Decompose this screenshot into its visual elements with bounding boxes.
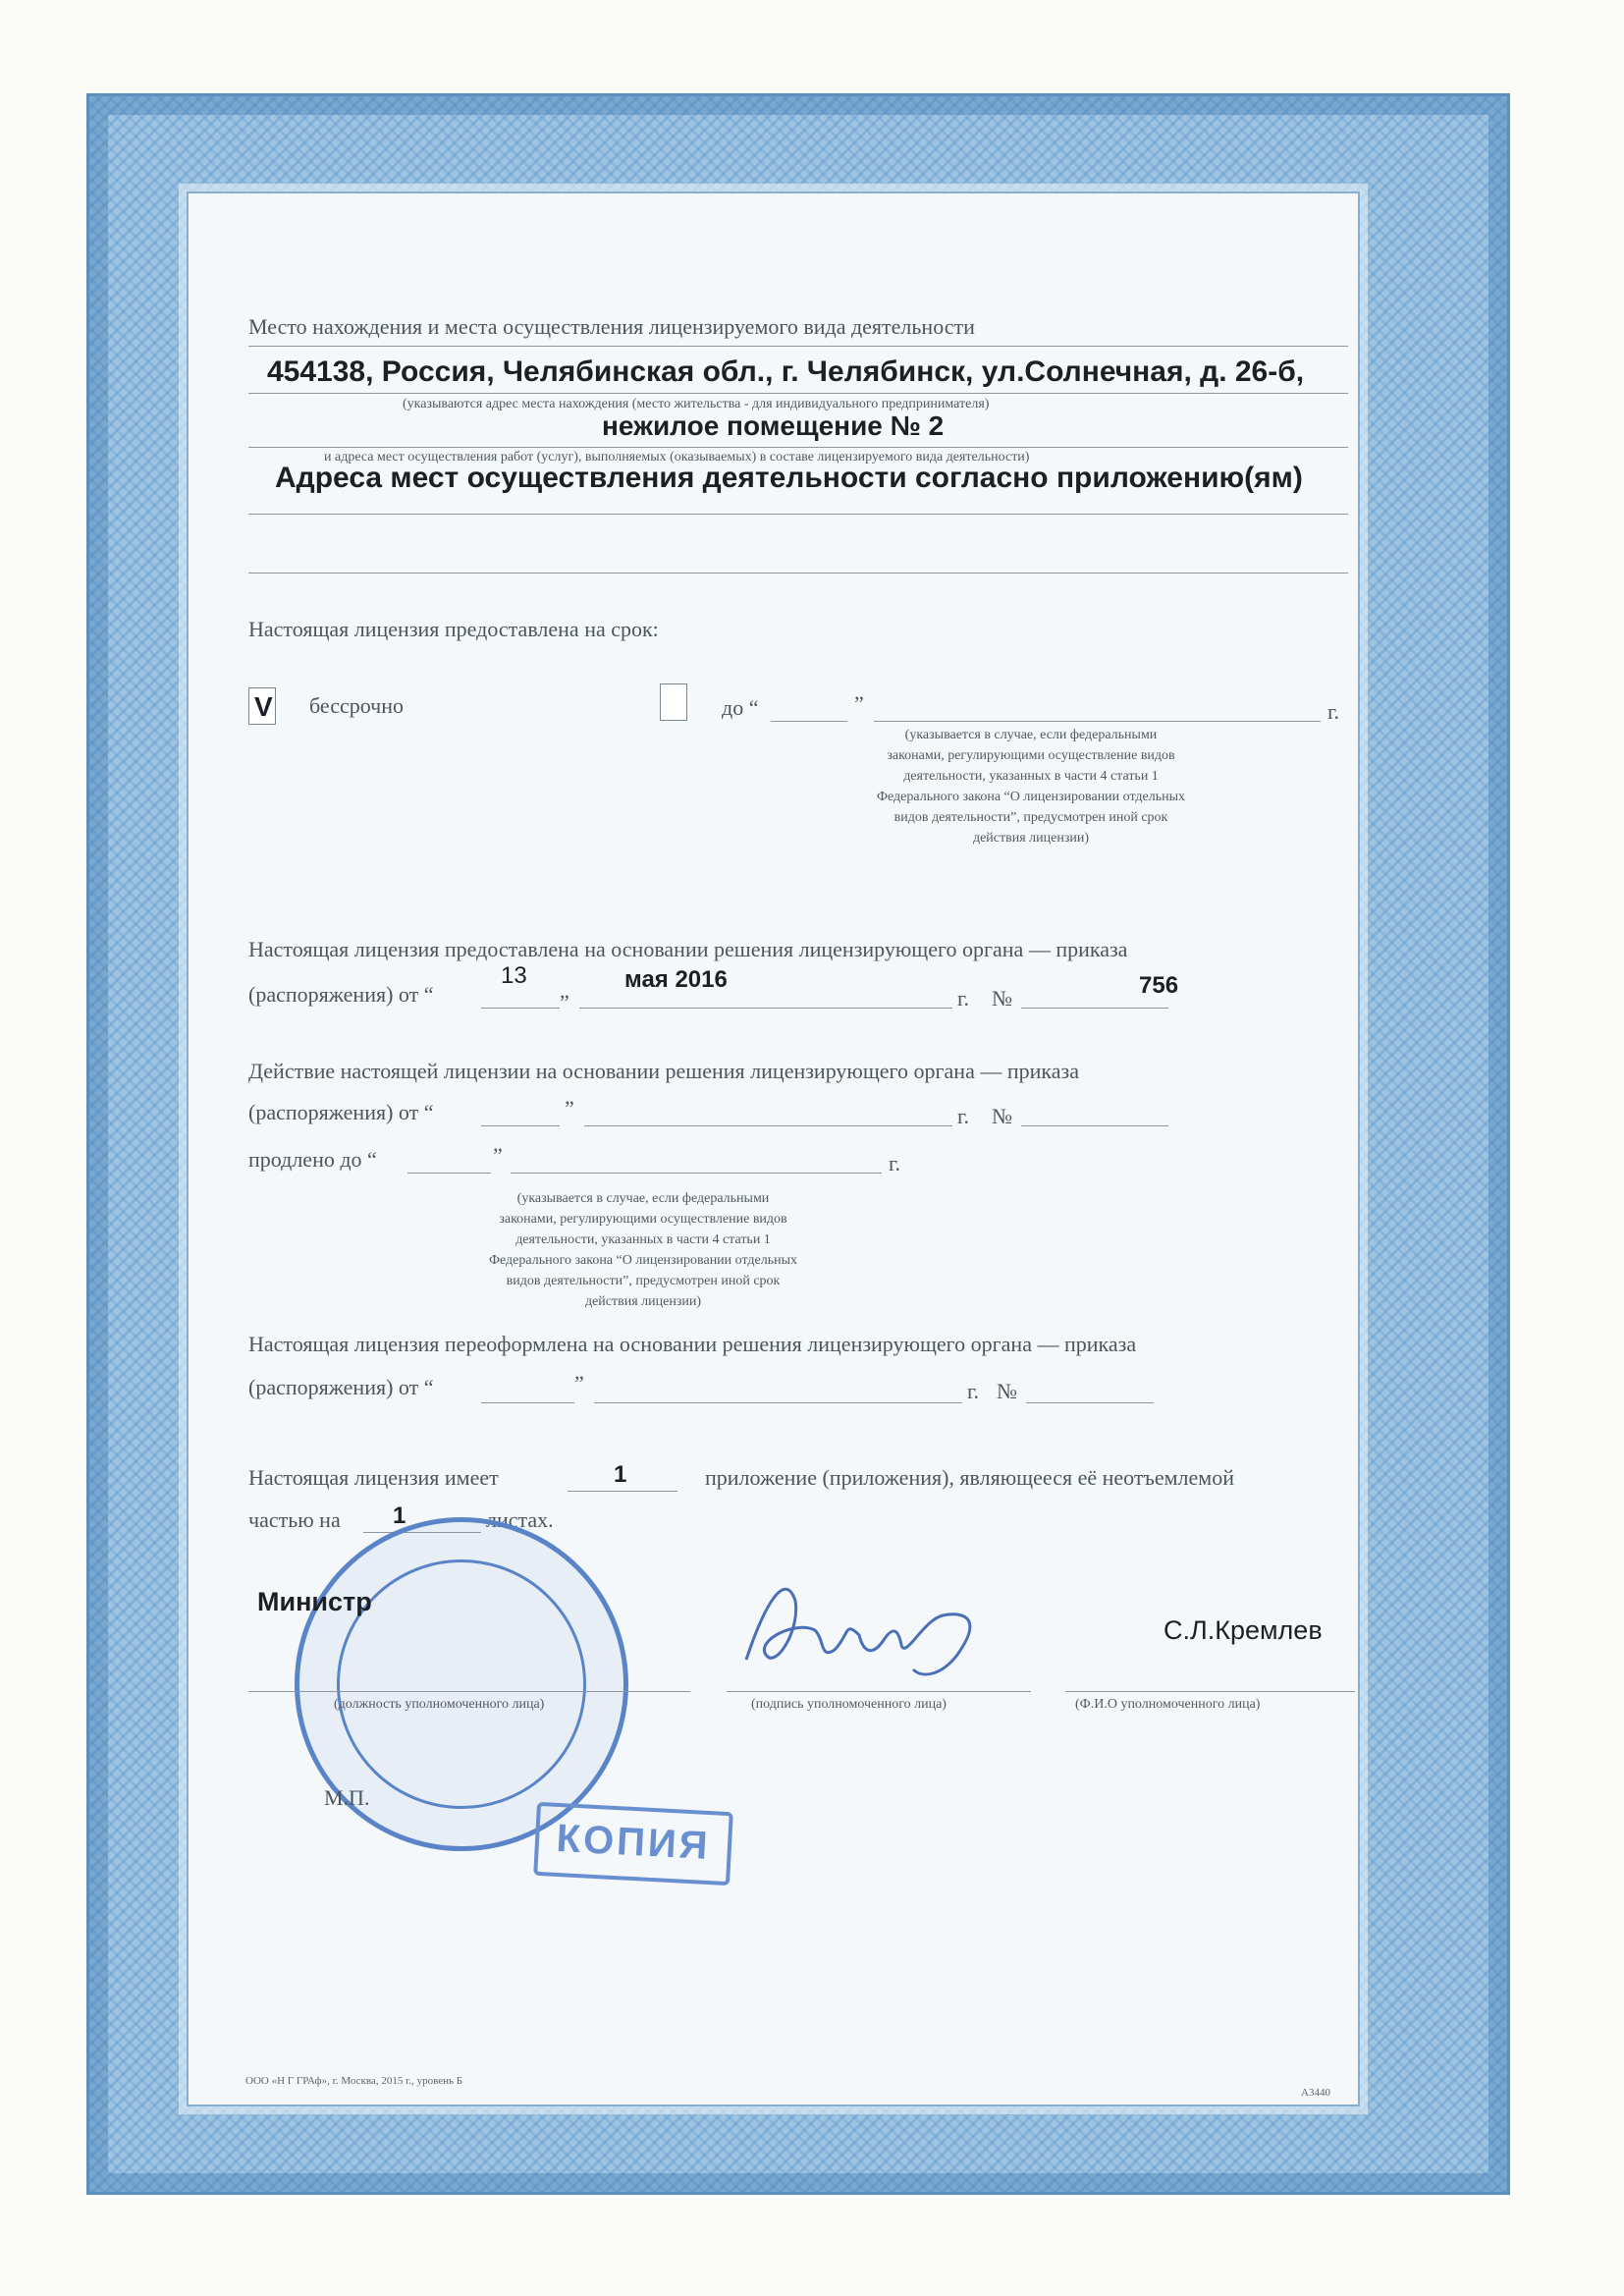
appendix-pages: 1 — [393, 1503, 406, 1529]
activity-note: и адреса мест осуществления работ (услуг), выполняемых (оказываемых) в составе лицензируемого вида деятельности) — [324, 450, 1030, 465]
signature-caption: (подпись уполномоченного лица) — [751, 1697, 947, 1712]
basis-day-line — [481, 1008, 560, 1009]
extended-date-line — [511, 1173, 882, 1174]
reissue-number-line — [1026, 1402, 1154, 1403]
extension-number-label: № — [992, 1104, 1012, 1128]
until-prefix: до “ — [722, 695, 759, 720]
extension-line1: Действие настоящей лицензии на основании решения лицензирующего органа — приказа — [248, 1059, 1079, 1083]
appendix-count-line — [568, 1491, 677, 1492]
signer-name: С.Л.Кремлев — [1164, 1615, 1323, 1645]
divider — [248, 573, 1348, 574]
reissue-quote: ” — [574, 1371, 584, 1395]
printer-imprint: ООО «Н Г ГРАф», г. Москва, 2015 г., уровень Б — [245, 2075, 463, 2087]
term-label: Настоящая лицензия предоставлена на срок: — [248, 617, 659, 641]
signature-line — [727, 1691, 1031, 1692]
extension-prefix: (распоряжения) от “ — [248, 1100, 434, 1124]
term-note: (указывается в случае, если федеральными законами, регулирующими осуществление видов деятельности, указанных в части 4 статьи 1 Федерального закона “О лицензировании отдельных видов деятельности”, предусмотрен иной срок действия лицензии) — [876, 728, 1186, 846]
reissue-number-label: № — [997, 1379, 1017, 1403]
copy-stamp — [533, 1802, 733, 1886]
check-mark: V — [254, 691, 273, 722]
appendix-count: 1 — [614, 1461, 627, 1488]
extension-note: (указывается в случае, если федеральными законами, регулирующими осуществление видов деятельности, указанных в части 4 статьи 1 Федерального закона “О лицензировании отдельных видов деятельности”, предусмотрен иной срок действия лицензии) — [488, 1191, 798, 1309]
reissue-year-suffix: г. — [967, 1379, 980, 1403]
position-caption: (должность уполномоченного лица) — [334, 1697, 545, 1712]
extension-day-line — [481, 1125, 560, 1126]
divider — [248, 447, 1348, 448]
basis-month-year: мая 2016 — [624, 966, 728, 993]
extended-quote: ” — [493, 1143, 503, 1168]
appendix-line2-suffix: листах. — [486, 1507, 554, 1532]
until-quote: ” — [854, 691, 864, 716]
basis-line1: Настоящая лицензия предоставлена на основании решения лицензирующего органа — приказа — [248, 937, 1128, 961]
address-line1: 454138, Россия, Челябинская обл., г. Челябинск, ул.Солнечная, д. 26-б, — [267, 355, 1305, 388]
name-line — [1065, 1691, 1355, 1692]
extended-prefix: продлено до “ — [248, 1147, 377, 1172]
extended-year-suffix: г. — [889, 1151, 901, 1175]
until-day-line — [771, 721, 847, 722]
extension-quote: ” — [565, 1096, 574, 1121]
reissue-line1: Настоящая лицензия переоформлена на основании решения лицензирующего органа — приказа — [248, 1332, 1137, 1356]
address-note: (указываются адрес места нахождения (место жительства - для индивидуального предпринимателя) — [403, 397, 990, 411]
copy-stamp-label: КОПИЯ — [555, 1816, 712, 1869]
basis-quote: „ — [560, 978, 569, 1003]
position-line — [248, 1691, 690, 1692]
extension-number-line — [1021, 1125, 1168, 1126]
divider — [248, 514, 1348, 515]
appendix-suffix: приложение (приложения), являющееся её неотъемлемой — [705, 1465, 1234, 1490]
form-code: А3440 — [1301, 2087, 1330, 2099]
until-checkbox — [660, 683, 687, 721]
extension-year-suffix: г. — [957, 1104, 970, 1128]
divider — [248, 346, 1348, 347]
basis-date-line — [579, 1008, 952, 1009]
reissue-prefix: (распоряжения) от “ — [248, 1375, 434, 1399]
basis-prefix: (распоряжения) от “ — [248, 982, 434, 1007]
location-heading: Место нахождения и места осуществления лицензируемого вида деятельности — [248, 314, 975, 339]
extended-day-line — [407, 1173, 491, 1174]
basis-number-line — [1021, 1008, 1168, 1009]
basis-number: 756 — [1139, 972, 1179, 999]
divider — [248, 393, 1348, 394]
reissue-day-line — [481, 1402, 574, 1403]
until-year-suffix: г. — [1327, 699, 1340, 724]
basis-year-suffix: г. — [957, 986, 970, 1011]
appendix-prefix: Настоящая лицензия имеет — [248, 1465, 499, 1490]
signer-position: Министр — [257, 1587, 372, 1616]
address-line2: нежилое помещение № 2 — [602, 410, 945, 441]
signature-image — [727, 1561, 1021, 1689]
appendix-line2-prefix: частью на — [248, 1507, 341, 1532]
reissue-date-line — [594, 1402, 962, 1403]
activity-places: Адреса мест осуществления деятельности согласно приложению(ям) — [275, 462, 1303, 494]
basis-number-label: № — [992, 986, 1012, 1011]
until-date-line — [874, 721, 1321, 722]
basis-day: 13 — [501, 962, 527, 989]
mp-label: М.П. — [324, 1785, 370, 1810]
name-caption: (Ф.И.О уполномоченного лица) — [1075, 1697, 1261, 1712]
indefinite-label: бессрочно — [309, 693, 405, 718]
extension-date-line — [584, 1125, 952, 1126]
